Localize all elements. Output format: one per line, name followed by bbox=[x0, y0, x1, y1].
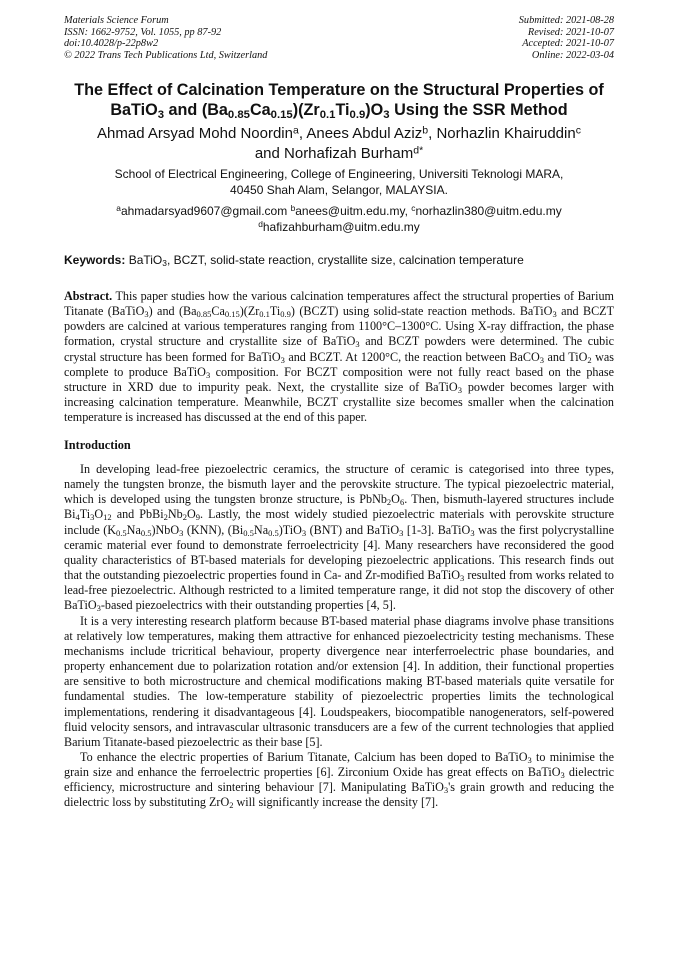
revised-date: Revised: 2021-10-07 bbox=[527, 26, 614, 38]
journal-info bbox=[64, 15, 267, 61]
email-link[interactable]: ahmadarsyad9607@gmail.com bbox=[120, 204, 288, 218]
abstract: Abstract. This paper studies how the various calcination temperatures affect the structural properties of Barium Titanate (BaTiO$_3$) and $(Ba_{0.85}Ca_{0.15})(Zr_{0.1}Ti_{0.9})$ (BCZT) using solid-state reaction methods. BaTiO$_3$ and BCZT powders are calcined at various temperatures ranging from 1100°C–1300°C. Using X-ray diffraction, the phase formation, crystal structure and crystallite size of BaTiO$_3$ and BCZT powders were determined. The cubic crystal structure has been formed for BaTiO$_3$ and BCZT. At 1200°C, the reaction between BaCO$_3$ and TiO$_2$ was complete to produce BaTiO$_3$ composition. For BCZT composition were not fully react based on the phase structure in XRD due to impurity peak. Next, the crystallite size of BaTiO$_3$ powder becomes larger with increasing calcination temperature. Meanwhile, BCZT crystallite size becomes smaller when the calcination temperature is increased has discussed at the end of this paper. bbox=[64, 289, 615, 425]
introduction-body bbox=[64, 462, 614, 811]
abstract-label: Abstract. bbox=[64, 289, 113, 303]
author-list: Ahmad Arsyad Mohd Noordin$^a$, Anees Abdul Aziz$^b$, Norhazlin Khairuddin$^c$ and Norhafizah Burham$^{d*}$ bbox=[97, 124, 581, 162]
keywords-label: Keywords: bbox=[64, 253, 126, 267]
author-emails: $^a$ahmadarsyad9607@gmail.com $^b$anees@uitm.edu.my, $^c$norhazlin380@uitm.edu.my $^d$hafizahburham@uitm.edu.my bbox=[116, 203, 562, 234]
keywords: Keywords: BaTiO$_3$, BCZT, solid-state reaction, crystallite size, calcination temperature bbox=[64, 253, 524, 269]
journal-name: Materials Science Forum bbox=[64, 15, 169, 26]
affiliation: School of Electrical Engineering, College of Engineering, Universiti Teknologi MARA, 40450 Shah Alam, Selangor, MALAYSIA. bbox=[114, 167, 564, 197]
section-heading-introduction: Introduction bbox=[64, 438, 131, 452]
author-name: Norhafizah Burham bbox=[284, 145, 414, 162]
paragraph: In developing lead-free piezoelectric ceramics, the structure of ceramic is categorised into three types, namely the tungsten bronze, the bismuth layer and the perovskite structure. The typical piezoelectric material, which is developed using the tungsten bronze structure, is $PbNb_2O_6$. Then, bismuth-layered structures include $Bi_4Ti_3O_{12}$ and $PbBi_2Nb_2O_9$. Lastly, the most widely studied piezoelectric materials with perovskite structure include $(K_{0.5}Na_{0.5})NbO_3$ (KNN), $(Bi_{0.5}Na_{0.5})TiO_3$ (BNT) and BaTiO$_3$ [1-3]. BaTiO$_3$ was the first polycrystalline ceramic material ever found to demonstrate ferroelectricity [4]. Many researchers have reconsidered the good quality characteristics of BT-based materials for developing piezoelectric applications. This research finds out that the outstanding piezoelectric properties found in Ca- and Zr-modified BaTiO$_3$ resulted from works related to lead-free piezoelectric. Although restricted to a limited temperature range, it did not stop the discovery of other BaTiO$_3$-based piezoelectrics with their outstanding properties [4, 5]. bbox=[64, 462, 614, 614]
doi-line[interactable]: doi:10.4028/p-22p8w2 bbox=[64, 38, 159, 49]
copyright-line: © 2022 Trans Tech Publications Ltd, Switzerland bbox=[64, 49, 268, 61]
online-date: Online: 2022-03-04 bbox=[531, 49, 614, 61]
email-link[interactable]: hafizahburham@uitm.edu.my bbox=[262, 219, 420, 234]
paragraph: To enhance the electric properties of Barium Titanate, Calcium has been doped to BaTiO$_3$ to minimise the grain size and enhance the ferroelectric properties [6]. Zirconium Oxide has great effects on BaTiO$_3$ dielectric efficiency, microstructure and sintering behaviour [7]. Manipulating BaTiO$_3$'s grain growth and reducing the dielectric loss by substituting ZrO$_2$ will significantly increase the density [7]. bbox=[64, 749, 615, 811]
paragraph: It is a very interesting research platform because BT-based material phase diagrams involve phase transitions at relatively low temperatures, making them attractive for enhanced piezoelectricity testing mechanisms. These mechanisms include tricritical behaviour, property divergence near interferroelectric phase boundaries, and property enhancement due to polarization rotation and/or extension [4]. In addition, their functional properties are sensitive to both microstructure and chemical modifications making BT-based materials quite versatile for fundamental studies. The low-temperature stability of piezoelectric properties limits the technological implementations, rendering it disadvantageous [4]. Loudspeakers, biocompatible nanogenerators, self-powered fluid velocity sensors, and intravascular ultrasonic transducers are a few of the current technologies that applied Barium Titanate-based piezoelectric as their base [5]. bbox=[64, 613, 614, 749]
email-link[interactable]: norhazlin380@uitm.edu.my bbox=[415, 204, 562, 218]
dates-info bbox=[519, 15, 614, 61]
author-name: Norhazlin Khairuddin bbox=[436, 125, 576, 142]
title-line-1: The Effect of Calcination Temperature on the Structural Properties of bbox=[74, 81, 604, 99]
author-name: Anees Abdul Aziz bbox=[306, 125, 423, 142]
author-name: Ahmad Arsyad Mohd Noordin bbox=[97, 125, 293, 142]
submitted-date: Submitted: 2021-08-28 bbox=[518, 15, 614, 26]
issn-line: ISSN: 1662-9752, Vol. 1055, pp 87-92 bbox=[64, 26, 222, 38]
paper-title bbox=[60, 80, 618, 120]
accepted-date: Accepted: 2021-10-07 bbox=[522, 38, 614, 49]
title-line-2: BaTiO$_3$ and $(Ba_{0.85}Ca_{0.15})(Zr_{0.1}Ti_{0.9})O_3$ Using the SSR Method bbox=[110, 101, 568, 121]
email-link[interactable]: anees@uitm.edu.my, bbox=[295, 204, 408, 218]
